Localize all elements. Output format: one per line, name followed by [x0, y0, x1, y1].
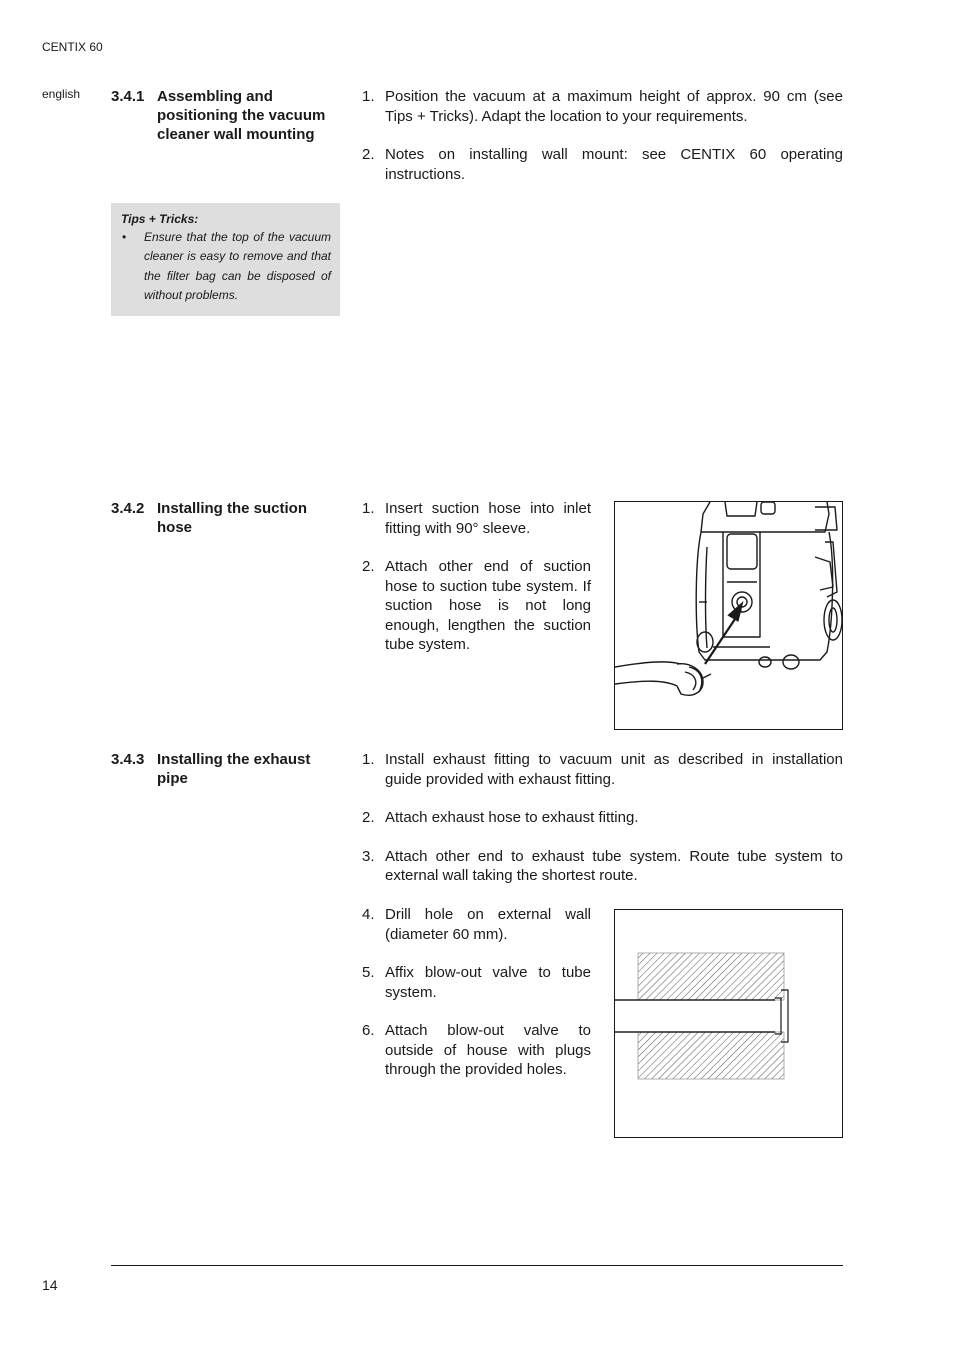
section-heading-3-4-3 [111, 750, 343, 788]
list-item [362, 847, 843, 886]
language-label: english [42, 87, 81, 101]
list-item [362, 750, 843, 789]
tips-text: Ensure that the top of the vacuum cleaner is easy to remove and that the filter bag can be disposed of without problems. [144, 230, 331, 302]
list-item [362, 87, 843, 126]
step-text: Notes on installing wall mount: see CENTIX 60 operating instructions. [385, 146, 843, 183]
step-number: 1. [362, 88, 375, 105]
step-text: Drill hole on external wall (diameter 60 mm). [385, 906, 591, 943]
section-number: 3.4.3 [111, 751, 145, 768]
step-number: 2. [362, 146, 375, 163]
step-text: Install exhaust fitting to vacuum unit as described in installation guide provided with exhaust fitting. [385, 751, 843, 788]
product-name: CENTIX 60 [42, 40, 103, 54]
wall-pipe-illustration [614, 909, 843, 1138]
wall-cross-section-drawing [615, 910, 843, 1138]
step-text: Attach exhaust hose to exhaust fitting. [385, 809, 639, 826]
list-item [362, 963, 591, 1002]
suction-hose-illustration [614, 501, 843, 730]
step-number: 5. [362, 964, 375, 981]
page-number: 14 [42, 1277, 58, 1293]
step-number: 2. [362, 558, 375, 575]
section-title: Assembling and positioning the vacuum cleaner wall mounting [157, 88, 326, 143]
section-number: 3.4.2 [111, 500, 145, 517]
steps-3-4-2 [362, 499, 591, 655]
section-title: Installing the exhaust pipe [157, 751, 311, 787]
step-text: Attach blow-out valve to outside of house with plugs through the provided holes. [385, 1022, 591, 1078]
list-item [362, 557, 591, 655]
section-heading-3-4-2 [111, 499, 343, 537]
section-number: 3.4.1 [111, 88, 145, 105]
list-item [362, 905, 591, 944]
step-number: 4. [362, 906, 375, 923]
steps-3-4-1 [362, 87, 843, 184]
step-text: Attach other end of suction hose to suction tube system. If suction hose is not long enough, lengthen the suction tube system. [385, 558, 591, 653]
step-text: Affix blow-out valve to tube system. [385, 964, 591, 1001]
list-item [362, 499, 591, 538]
steps-3-4-3-a [362, 750, 843, 886]
tips-title: Tips + Tricks: [121, 212, 199, 226]
list-item [362, 1021, 591, 1080]
steps-3-4-3-b [362, 905, 591, 1080]
section-heading-3-4-1 [111, 87, 343, 144]
vacuum-hose-drawing [615, 502, 843, 730]
step-number: 6. [362, 1022, 375, 1039]
tips-bullet-item [121, 228, 331, 305]
footer-divider [111, 1265, 843, 1266]
section-title: Installing the suction hose [157, 500, 308, 536]
step-text: Position the vacuum at a maximum height of approx. 90 cm (see Tips + Tricks). Adapt the location to your requirements. [385, 88, 843, 125]
step-text: Insert suction hose into inlet fitting with 90° sleeve. [385, 500, 591, 537]
list-item [362, 808, 843, 828]
step-number: 1. [362, 751, 375, 768]
list-item [362, 145, 843, 184]
step-number: 1. [362, 500, 375, 517]
step-number: 3. [362, 847, 375, 865]
bullet-icon: • [122, 230, 127, 244]
step-text: Attach other end to exhaust tube system. Route tube system to external wall taking the shortest route. [385, 847, 843, 884]
step-number: 2. [362, 809, 375, 826]
tips-box [111, 203, 340, 316]
